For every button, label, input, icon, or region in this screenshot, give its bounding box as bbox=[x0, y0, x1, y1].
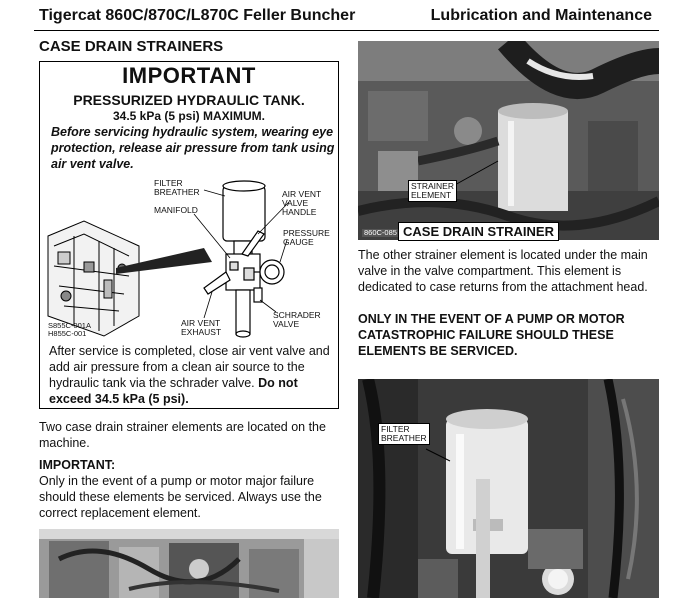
label-schrader-valve: SCHRADER VALVE bbox=[273, 310, 321, 329]
important-subheading: PRESSURIZED HYDRAULIC TANK. bbox=[73, 92, 305, 108]
right-warning-paragraph: ONLY IN THE EVENT OF A PUMP OR MOTOR CATASTROPHIC FAILURE SHOULD THESE ELEMENTS BE SERVICED. bbox=[358, 312, 625, 358]
intro-text: Two case drain strainer elements are located on the machine. bbox=[39, 420, 326, 450]
header-divider bbox=[34, 30, 659, 31]
section-title: CASE DRAIN STRAINERS bbox=[39, 38, 224, 55]
label-manifold: MANIFOLD bbox=[154, 205, 198, 215]
label-air-vent-valve-handle: AIR VENT VALVE HANDLE bbox=[282, 189, 322, 217]
case-drain-strainer-photo bbox=[358, 41, 659, 240]
valve-compartment-photo bbox=[39, 529, 339, 598]
photo1-code: 860C-085 bbox=[364, 228, 397, 237]
important-pressure: 34.5 kPa (5 psi) MAXIMUM. bbox=[112, 109, 266, 123]
case-drain-strainer-caption: CASE DRAIN STRAINER bbox=[398, 222, 559, 241]
right-paragraph: The other strainer element is located under the main valve in the valve compartment. This element is dedicated to case returns from the attachment head. bbox=[358, 248, 648, 294]
label-pressure-gauge: PRESSURE GAUGE bbox=[283, 228, 330, 247]
after-service-text: After service is completed, close air vent valve and add air pressure from a clean air source to the hydraulic tank via the schrader valve. Do not exceed 34.5 kPa (5 psi). bbox=[49, 344, 330, 406]
chapter-title: Lubrication and Maintenance bbox=[430, 7, 652, 24]
important2-text: Only in the event of a pump or motor major failure should these elements be serviced. Always use the correct replacement element. bbox=[39, 474, 322, 520]
strainer-element-tag: STRAINER ELEMENT bbox=[408, 180, 457, 202]
figure-codes: S855C-001A H855C-001 bbox=[48, 321, 91, 338]
label-air-vent-exhaust: AIR VENT EXHAUST bbox=[181, 318, 222, 337]
important2-heading: IMPORTANT: bbox=[39, 458, 116, 472]
label-filter-breather: FILTER BREATHER bbox=[154, 178, 200, 197]
important-warning: Before servicing hydraulic system, wearing eye protection, release air pressure from tank using air vent valve. bbox=[51, 125, 335, 171]
important-heading: IMPORTANT bbox=[122, 63, 256, 88]
filter-breather-photo bbox=[358, 379, 659, 598]
filter-breather-tag: FILTER BREATHER bbox=[378, 423, 430, 445]
document-title: Tigercat 860C/870C/L870C Feller Buncher bbox=[39, 7, 356, 24]
